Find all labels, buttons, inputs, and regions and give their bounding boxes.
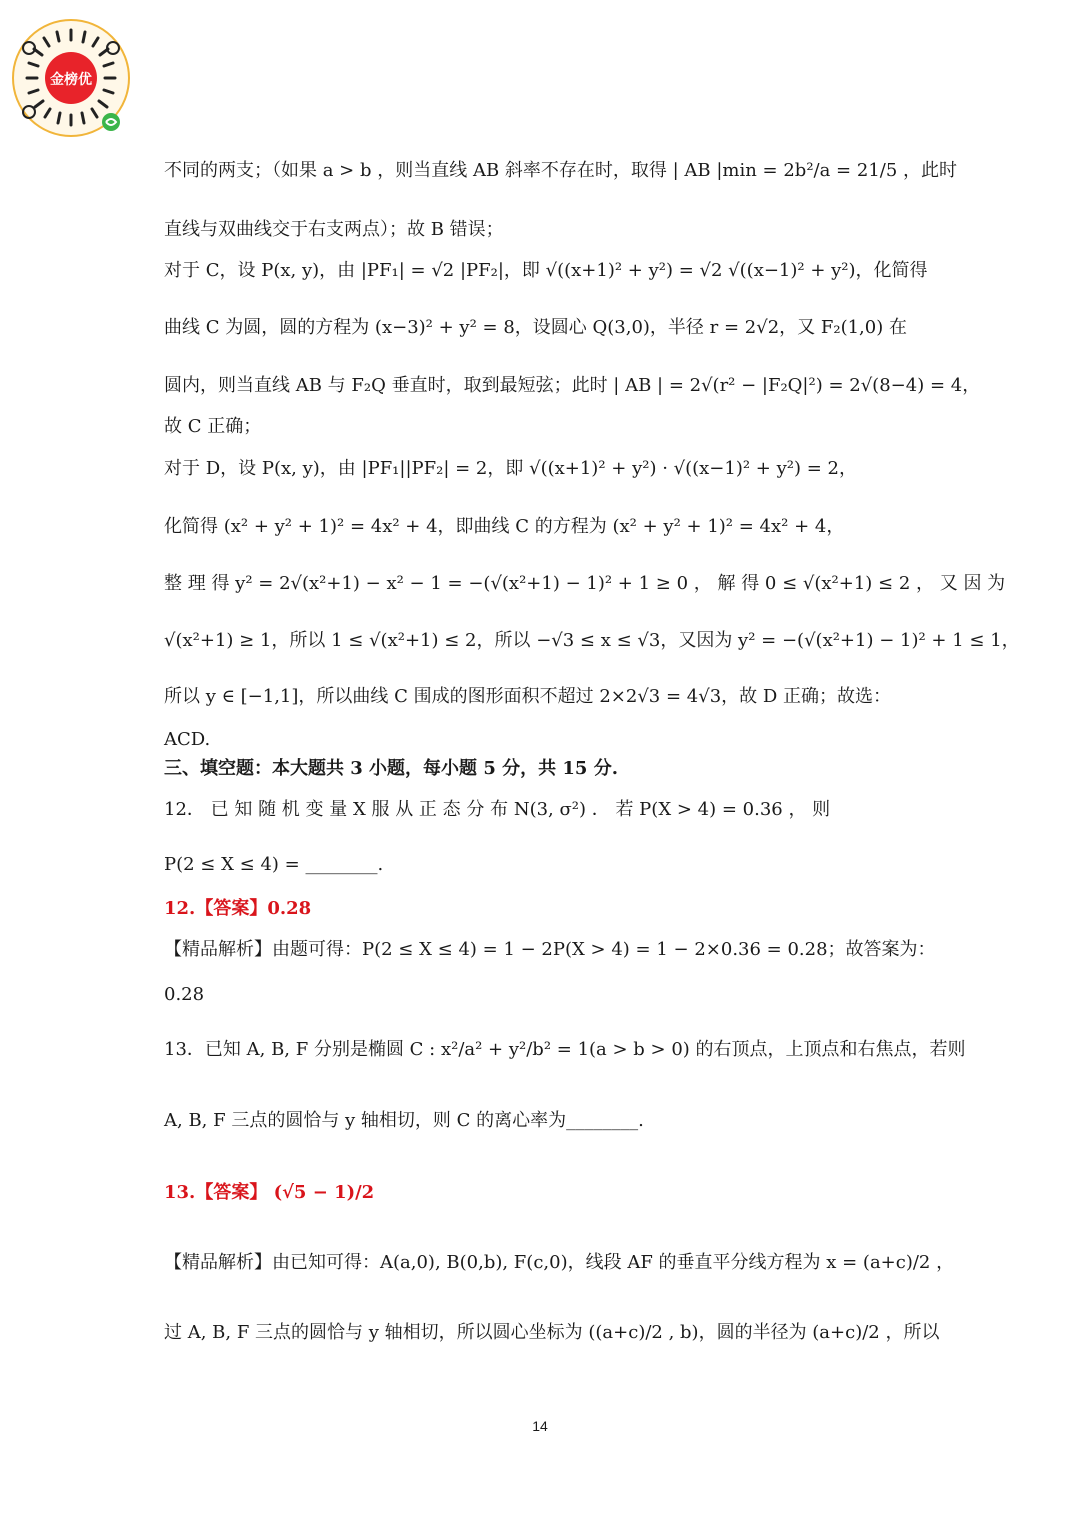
- question-12-blank: P(2 ≤ X ≤ 4) = ________.: [164, 854, 384, 875]
- text-line-11: 所以 y ∈ [−1,1]，所以曲线 C 围成的图形面积不超过 2×2√3 = 4√3，故 D 正确；故选：: [164, 686, 892, 707]
- text-line-2: 直线与双曲线交于右支两点）；故 B 错误；: [164, 219, 504, 240]
- brand-logo: [5, 6, 137, 144]
- text-line-12: ACD.: [164, 729, 211, 750]
- text-line-4: 曲线 C 为圆，圆的方程为 (x−3)² + y² = 8，设圆心 Q(3,0)，半径 r = 2√2，又 F₂(1,0) 在: [164, 317, 907, 338]
- analysis-13: 【精品解析】由已知可得：A(a,0), B(0,b), F(c,0)，线段 AF 的垂直平分线方程为 x = (a+c)/2 ，: [164, 1252, 955, 1273]
- question-13-blank: A, B, F 三点的圆恰与 y 轴相切，则 C 的离心率为________.: [164, 1110, 644, 1131]
- analysis-12: 【精品解析】由题可得：P(2 ≤ X ≤ 4) = 1 − 2P(X > 4) = 1 − 2×0.36 = 0.28；故答案为：: [164, 939, 936, 960]
- analysis-13-cont: 过 A, B, F 三点的圆恰与 y 轴相切，所以圆心坐标为 ((a+c)/2 , b)，圆的半径为 (a+c)/2 ，所以: [164, 1322, 940, 1343]
- text-line-7: 对于 D，设 P(x, y)，由 |PF₁||PF₂| = 2，即 √((x+1)² + y²) · √((x−1)² + y²) = 2，: [164, 458, 857, 479]
- text-line-8: 化简得 (x² + y² + 1)² = 4x² + 4，即曲线 C 的方程为 (x² + y² + 1)² = 4x² + 4，: [164, 516, 845, 537]
- text-line-3: 对于 C，设 P(x, y)，由 |PF₁| = √2 |PF₂|，即 √((x+1)² + y²) = √2 √((x−1)² + y²)，化简得: [164, 260, 928, 281]
- analysis-12-result: 0.28: [164, 984, 205, 1005]
- section-heading: 三、填空题：本大题共 3 小题，每小题 5 分，共 15 分.: [164, 758, 618, 779]
- text-line-6: 故 C 正确；: [164, 416, 262, 437]
- text-line-9: 整 理 得 y² = 2√(x²+1) − x² − 1 = −(√(x²+1) − 1)² + 1 ≥ 0 ， 解 得 0 ≤ √(x²+1) ≤ 2 ， 又 因 为: [164, 573, 1006, 594]
- question-12: 12． 已 知 随 机 变 量 X 服 从 正 态 分 布 N(3, σ²) ． 若 P(X > 4) = 0.36 ， 则: [164, 799, 831, 820]
- text-line-1: 不同的两支；（如果 a > b ，则当直线 AB 斜率不存在时，取得 | AB |min = 2b²/a = 21/5 ，此时: [164, 160, 958, 181]
- logo-brand-text: 金榜优: [50, 72, 92, 88]
- text-line-10: √(x²+1) ≥ 1，所以 1 ≤ √(x²+1) ≤ 2，所以 −√3 ≤ x ≤ √3，又因为 y² = −(√(x²+1) − 1)² + 1 ≤ 1，: [164, 630, 1020, 651]
- answer-12: 12.【答案】0.28: [164, 898, 312, 919]
- question-13: 13．已知 A, B, F 分别是椭圆 C : x²/a² + y²/b² = 1(a > b > 0) 的右顶点，上顶点和右焦点，若则: [164, 1039, 966, 1060]
- text-line-5: 圆内，则当直线 AB 与 F₂Q 垂直时，取到最短弦；此时 | AB | = 2√(r² − |F₂Q|²) = 2√(8−4) = 4，: [164, 375, 981, 396]
- answer-13: 13.【答案】 (√5 − 1)/2: [164, 1182, 375, 1203]
- page-number: 14: [532, 1418, 548, 1434]
